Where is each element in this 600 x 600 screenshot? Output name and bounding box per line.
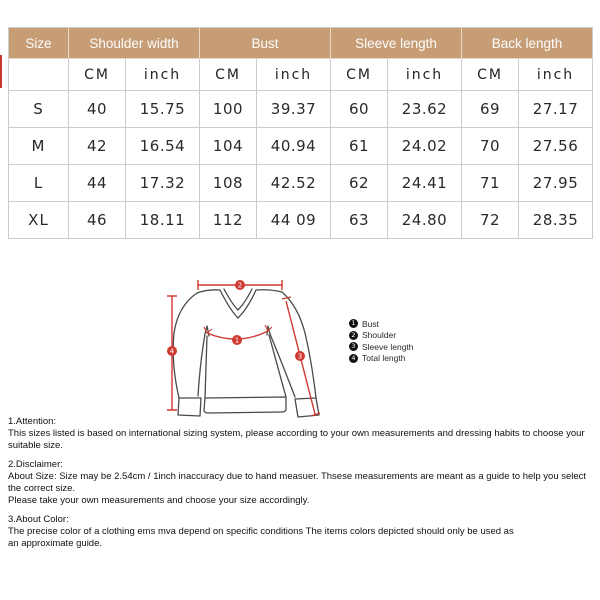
cell-value: 108: [200, 165, 257, 202]
cell-value: 23.62: [388, 91, 462, 128]
legend-item-sleeve-length: [349, 341, 414, 353]
legend-label: Bust: [362, 318, 380, 329]
measurement-lines: [167, 280, 320, 416]
cell-value: 27.95: [519, 165, 593, 202]
cell-value: 42: [69, 128, 126, 165]
cell-value: 46: [69, 202, 126, 239]
unit-cm: CM: [69, 59, 126, 91]
cell-value: 16.54: [126, 128, 200, 165]
marker-shoulder: 2: [237, 281, 243, 290]
cell-value: 62: [331, 165, 388, 202]
legend-item-total-length: [349, 353, 414, 365]
cell-value: 15.75: [126, 91, 200, 128]
note-about-color-heading: 3.About Color:: [8, 514, 69, 525]
cell-value: 42.52: [257, 165, 331, 202]
unit-cm: CM: [331, 59, 388, 91]
cell-value: 17.32: [126, 165, 200, 202]
note-disclaimer-text-1: About Size: Size may be 2.54cm / 1inch inaccuracy due to hand measuer. Thsese measurements are meant as a guide to help you select the correct size.: [8, 471, 587, 494]
note-attention: [8, 416, 596, 452]
cell-value: 100: [200, 91, 257, 128]
header-size: Size: [9, 28, 69, 59]
table-unit-row: [9, 59, 593, 91]
measurement-legend: [349, 318, 414, 364]
unit-inch: inch: [388, 59, 462, 91]
legend-label: Shoulder: [362, 330, 397, 341]
cell-value: 24.80: [388, 202, 462, 239]
cell-value: 40.94: [257, 128, 331, 165]
header-back-length: Back length: [462, 28, 593, 59]
cell-value: 27.56: [519, 128, 593, 165]
table-header-row: [9, 28, 593, 59]
unit-inch: inch: [257, 59, 331, 91]
marker-sleeve-length: 3: [297, 352, 303, 361]
cell-value: 27.17: [519, 91, 593, 128]
cell-value: 63: [331, 202, 388, 239]
note-about-color: [8, 514, 596, 550]
cell-value: 24.41: [388, 165, 462, 202]
header-bust: Bust: [200, 28, 331, 59]
cell-value: 61: [331, 128, 388, 165]
unit-empty-cell: [9, 59, 69, 91]
unit-inch: inch: [519, 59, 593, 91]
note-about-color-text-1: The precise color of a clothing ems mva depend on specific conditions The items colors depicted should only be used as: [8, 526, 514, 537]
note-attention-heading: 1.Attention:: [8, 416, 57, 427]
size-label: L: [9, 165, 69, 202]
sweater-diagram-svg: [138, 248, 338, 426]
legend-number-badge: 4: [349, 354, 358, 363]
cell-value: 28.35: [519, 202, 593, 239]
cell-value: 112: [200, 202, 257, 239]
cell-value: 44: [69, 165, 126, 202]
size-chart-table-container: [8, 27, 592, 239]
cell-value: 60: [331, 91, 388, 128]
legend-number-badge: 1: [349, 319, 358, 328]
header-sleeve-length: Sleeve length: [331, 28, 462, 59]
cell-value: 44 09: [257, 202, 331, 239]
unit-cm: CM: [200, 59, 257, 91]
cell-value: 104: [200, 128, 257, 165]
size-label: M: [9, 128, 69, 165]
cell-value: 24.02: [388, 128, 462, 165]
cell-value: 39.37: [257, 91, 331, 128]
left-edge-red-artifact: [0, 55, 2, 88]
note-about-color-text-2: an approximate guide.: [8, 538, 103, 549]
legend-item-shoulder: [349, 330, 414, 342]
cell-value: 70: [462, 128, 519, 165]
note-attention-text: This sizes listed is based on international sizing system, please according to your own measurements and dressing habits to choose your suitable size.: [8, 428, 585, 451]
cell-value: 72: [462, 202, 519, 239]
table-row-l: [9, 165, 593, 202]
legend-item-bust: [349, 318, 414, 330]
marker-total-length: 4: [169, 347, 175, 356]
note-disclaimer-text-2: Please take your own measurements and choose your size accordingly.: [8, 495, 310, 506]
size-label: XL: [9, 202, 69, 239]
sweater-measurement-diagram: [138, 248, 338, 431]
header-shoulder-width: Shoulder width: [69, 28, 200, 59]
legend-number-badge: 3: [349, 342, 358, 351]
note-disclaimer-heading: 2.Disclaimer:: [8, 459, 63, 470]
cell-value: 18.11: [126, 202, 200, 239]
notes-section: [8, 416, 596, 557]
legend-label: Sleeve length: [362, 341, 414, 352]
table-row-s: [9, 91, 593, 128]
note-disclaimer: [8, 459, 596, 507]
cell-value: 40: [69, 91, 126, 128]
size-label: S: [9, 91, 69, 128]
table-row-m: [9, 128, 593, 165]
unit-inch: inch: [126, 59, 200, 91]
marker-bust: 1: [234, 336, 240, 345]
unit-cm: CM: [462, 59, 519, 91]
size-chart-table: [8, 27, 593, 239]
legend-number-badge: 2: [349, 331, 358, 340]
measurement-markers: [167, 280, 305, 361]
table-row-xl: [9, 202, 593, 239]
cell-value: 69: [462, 91, 519, 128]
cell-value: 71: [462, 165, 519, 202]
legend-label: Total length: [362, 353, 406, 364]
